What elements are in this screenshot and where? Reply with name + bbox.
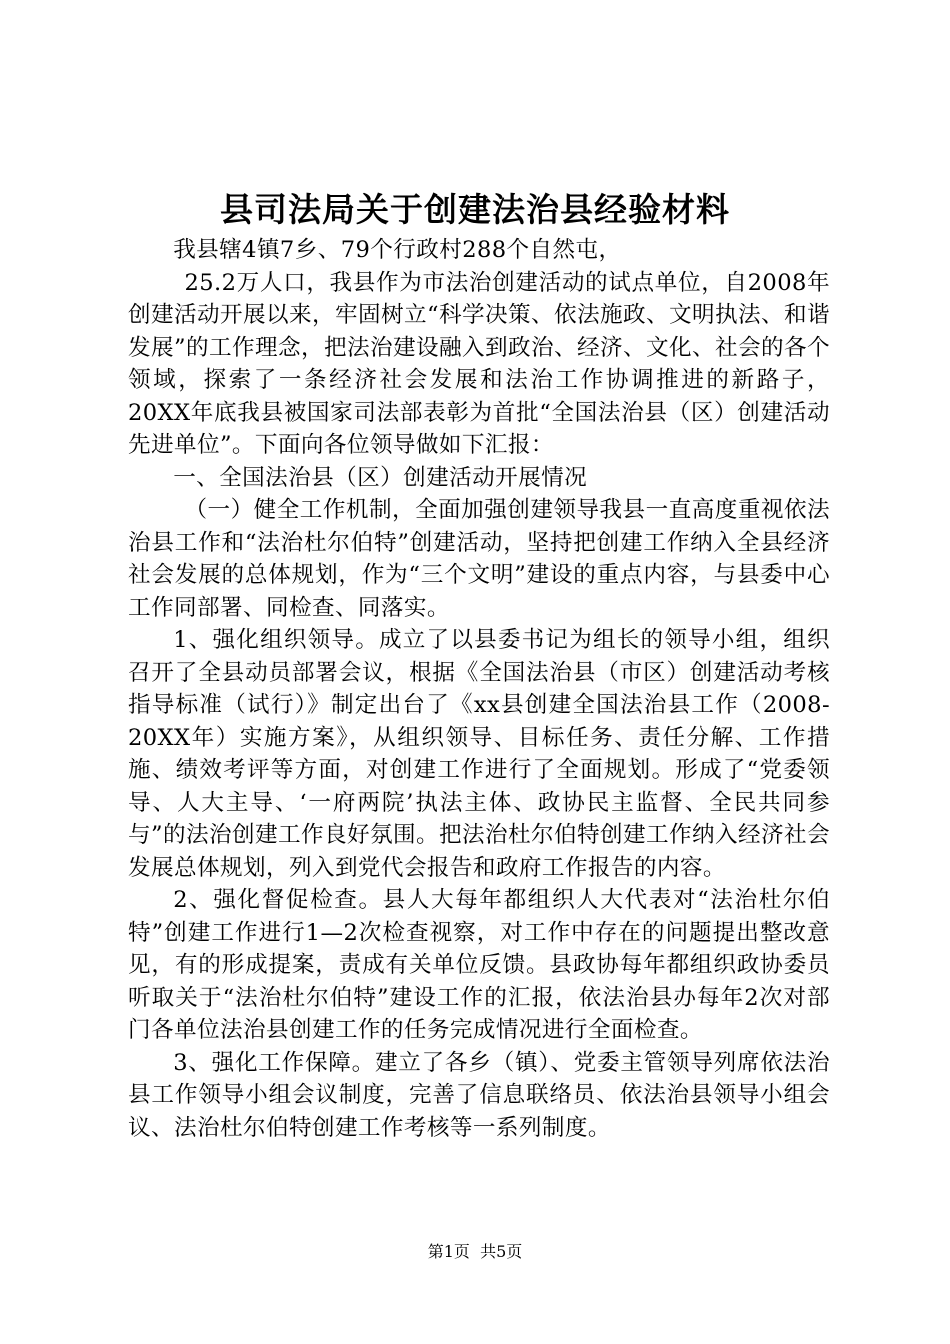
paragraph-item-3: 3、强化工作保障。建立了各乡（镇）、党委主管领导列席依法治县工作领导小组会议制度，完善了信息联络员、依法治县领导小组会议、法治杜尔伯特创建工作考核等一系列制度。 <box>128 1049 830 1141</box>
document-body <box>128 234 830 1144</box>
paragraph-overview: 25.2万人口，我县作为市法治创建活动的试点单位，自2008年创建活动开展以来，牢固树立“科学决策、依法施政、文明执法、和谐发展”的工作理念，把法治建设融入到政治、经济、文化、社会的各个领域，探索了一条经济社会发展和法治工作协调推进的新路子，20XX年底我县被国家司法部表彰为首批“全国法治县（区）创建活动先进单位”。下面向各位领导做如下汇报： <box>128 269 830 458</box>
page-footer: 第1页 共5页 <box>427 1242 523 1261</box>
section-heading: 一、全国法治县（区）创建活动开展情况 <box>173 464 588 491</box>
paragraph-intro: 我县辖4镇7乡、79个行政村288个自然屯， <box>173 237 622 263</box>
document-title: 县司法局关于创建法治县经验材料 <box>220 190 730 229</box>
paragraph-item-1: 1、强化组织领导。成立了以县委书记为组长的领导小组，组织召开了全县动员部署会议，根据《全国法治县（市区）创建活动考核指导标准（试行）》制定出台了《xx县创建全国法治县工作（2008-20XX年）实施方案》，从组织领导、目标任务、责任分解、工作措施、绩效考评等方面，对创建工作进行了全面规划。形成了“党委领导、人大主导、‘一府两院’执法主体、政协民主监督、全民共同参与”的法治创建工作良好氛围。把法治杜尔伯特创建工作纳入经济社会发展总体规划，列入到党代会报告和政府工作报告的内容。 <box>128 627 830 881</box>
paragraph-subsection-1: （一）健全工作机制，全面加强创建领导我县一直高度重视依法治县工作和“法治杜尔伯特”创建活动，坚持把创建工作纳入全县经济社会发展的总体规划，作为“三个文明”建设的重点内容，与县委中心工作同部署、同检查、同落实。 <box>128 497 830 621</box>
paragraph-item-2: 2、强化督促检查。县人大每年都组织人大代表对“法治杜尔伯特”创建工作进行1—2次检查视察，对工作中存在的问题提出整改意见，有的形成提案，责成有关单位反馈。县政协每年都组织政协委员听取关于“法治杜尔伯特”建设工作的汇报，依法治县办每年2次对部门各单位法治县创建工作的任务完成情况进行全面检查。 <box>128 887 830 1043</box>
